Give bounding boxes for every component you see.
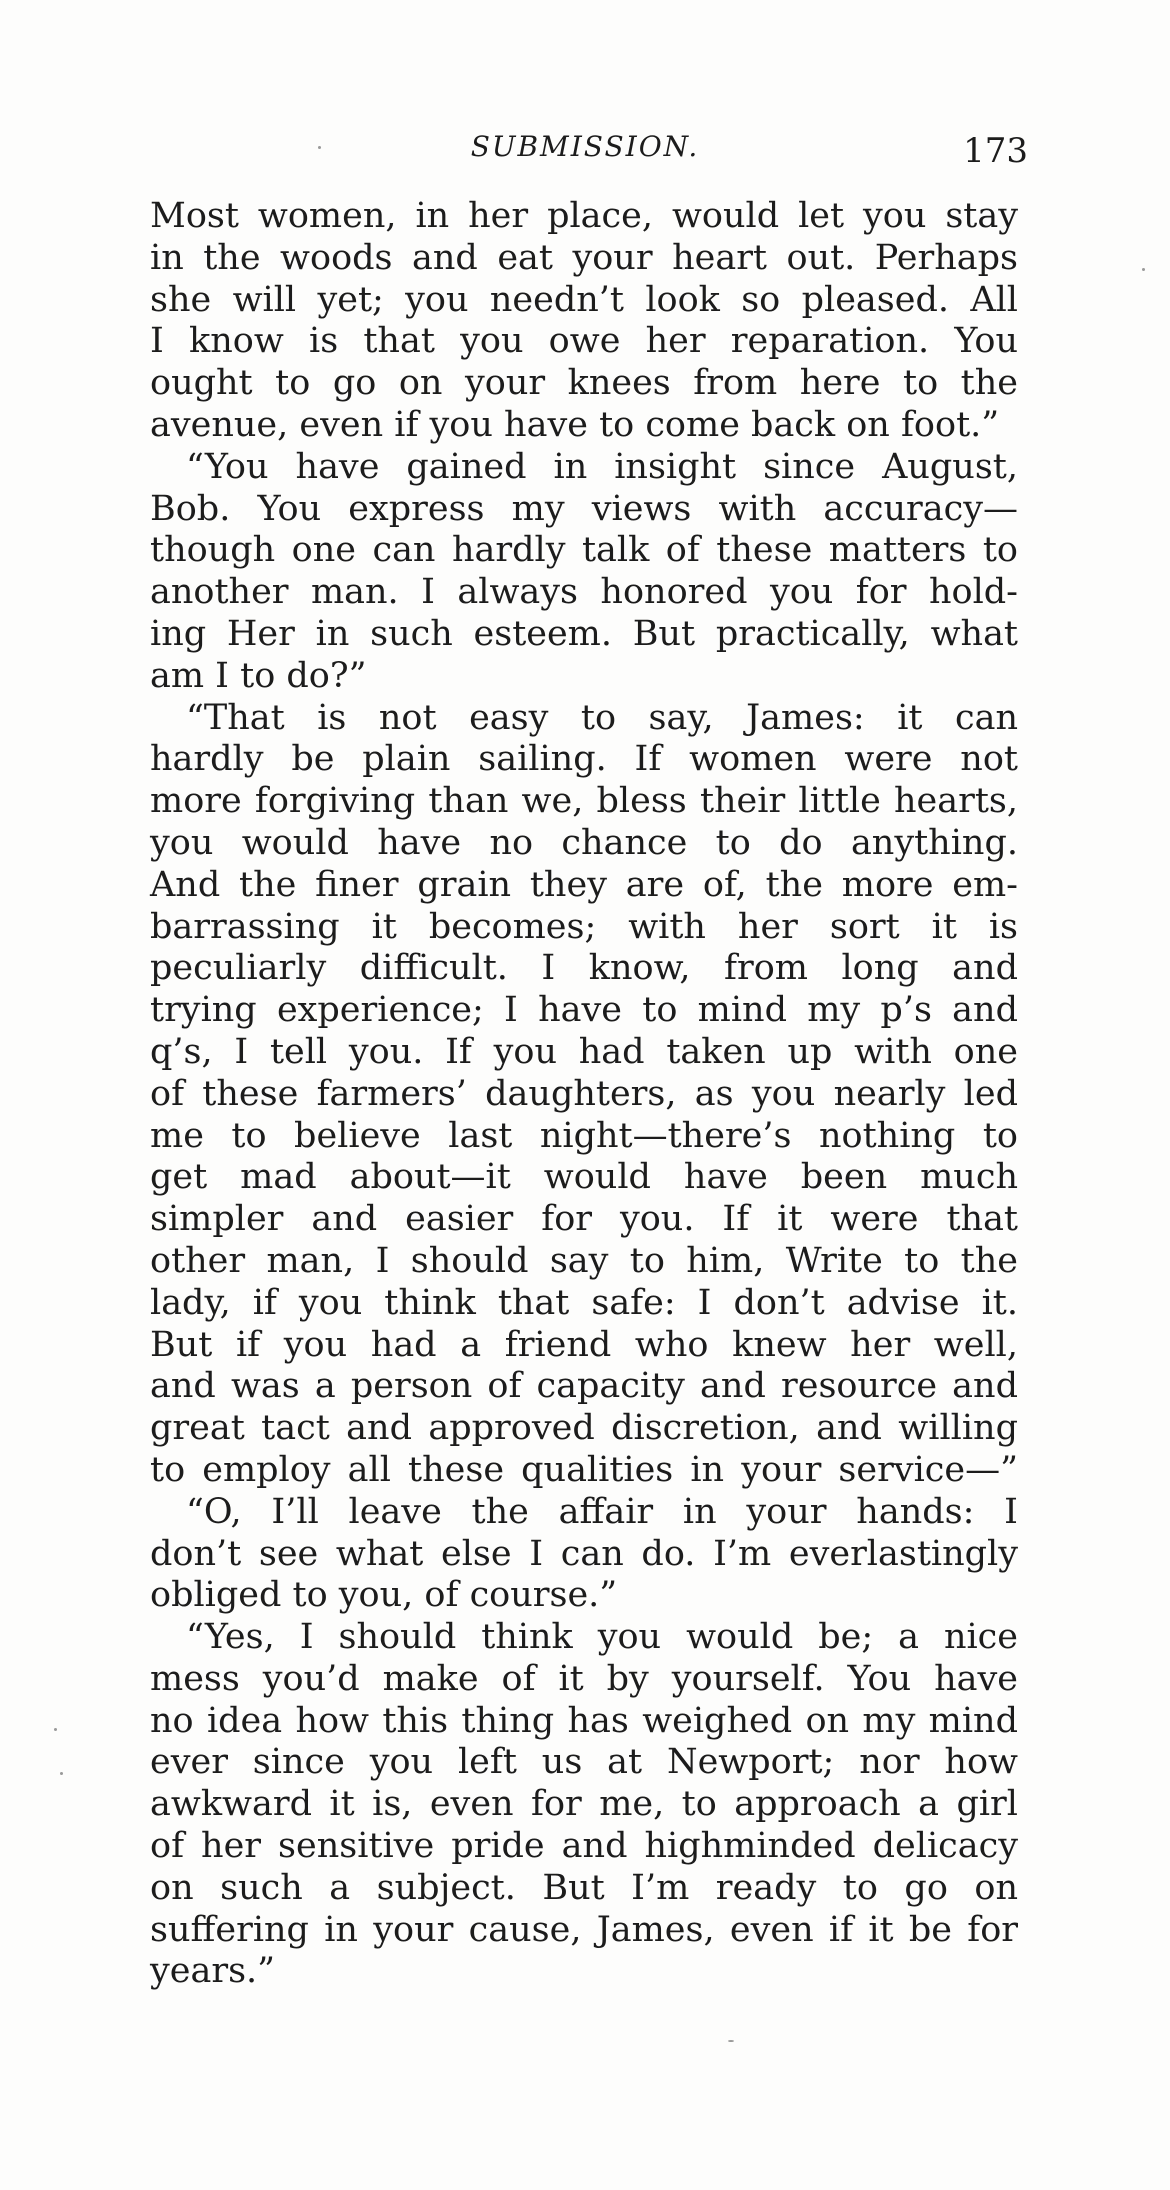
text-line: simpler and easier for you. If it were that	[150, 1199, 1018, 1240]
text-line: and was a person of capacity and resource and	[150, 1366, 1018, 1407]
text-line: But if you had a friend who knew her well,	[150, 1324, 1018, 1365]
running-head	[150, 122, 1028, 172]
text-line: Most women, in her place, would let you stay	[150, 196, 1018, 236]
text-line: mess you’d make of it by yourself. You have	[150, 1658, 1018, 1699]
text-line: other man, I should say to him, Write to the	[150, 1240, 1018, 1281]
text-line: barrassing it becomes; with her sort it is	[150, 906, 1018, 947]
text-line: trying experience; I have to mind my p’s and	[150, 990, 1018, 1031]
paper-speck	[60, 1772, 63, 1775]
text-line: suffering in your cause, James, even if it be for	[150, 1909, 1018, 1950]
text-line: great tact and approved discretion, and willing	[150, 1408, 1018, 1449]
text-line: ought to go on your knees from here to the	[150, 363, 1018, 404]
text-line: “You have gained in insight since August,	[186, 446, 1018, 487]
text-line: no idea how this thing has weighed on my mind	[150, 1700, 1018, 1741]
text-line: of these farmers’ daughters, as you nearly led	[150, 1073, 1018, 1114]
text-line: you would have no chance to do anything.	[150, 822, 1018, 863]
text-line: me to believe last night—there’s nothing to	[150, 1115, 1018, 1156]
page-number: 173	[963, 131, 1028, 171]
paper-speck	[728, 2040, 734, 2042]
text-line: in the woods and eat your heart out. Perhaps	[150, 237, 1018, 278]
text-line: I know is that you owe her reparation. You	[150, 321, 1018, 362]
text-line: “Yes, I should think you would be; a nice	[186, 1617, 1018, 1658]
paper-speck	[54, 1728, 57, 1731]
text-line: Bob. You express my views with accuracy—	[150, 488, 1018, 529]
text-line: another man. I always honored you for hold-	[150, 572, 1018, 613]
text-line: years.”	[150, 1951, 276, 1992]
text-line: “That is not easy to say, James: it can	[186, 697, 1018, 738]
text-line: of her sensitive pride and highminded delicacy	[150, 1826, 1018, 1867]
chapter-title: SUBMISSION.	[470, 130, 700, 163]
text-line: awkward it is, even for me, to approach a girl	[150, 1784, 1018, 1825]
text-line: And the finer grain they are of, the more em-	[150, 864, 1018, 905]
text-line: get mad about—it would have been much	[150, 1157, 1018, 1198]
body-text	[150, 196, 1018, 1993]
text-line: on such a subject. But I’m ready to go on	[150, 1867, 1018, 1908]
text-line: “O, I’ll leave the affair in your hands: I	[186, 1491, 1018, 1532]
text-line: obliged to you, of course.”	[150, 1575, 618, 1616]
paper-speck	[318, 146, 321, 149]
text-line: she will yet; you needn’t look so pleased. All	[150, 279, 1018, 320]
text-line: don’t see what else I can do. I’m everlastingly	[150, 1533, 1018, 1574]
text-line: avenue, even if you have to come back on foot.”	[150, 404, 1000, 445]
text-line: to employ all these qualities in your service—”	[150, 1449, 1018, 1490]
text-line: am I to do?”	[150, 655, 367, 696]
text-line: ever since you left us at Newport; nor how	[150, 1742, 1018, 1783]
text-line: though one can hardly talk of these matters to	[150, 530, 1018, 571]
text-line: lady, if you think that safe: I don’t advise it.	[150, 1282, 1018, 1323]
text-line: ing Her in such esteem. But practically, what	[150, 613, 1018, 654]
text-line: peculiarly difficult. I know, from long and	[150, 948, 1018, 989]
text-line: hardly be plain sailing. If women were not	[150, 739, 1018, 780]
paper-speck	[1142, 268, 1145, 271]
text-line: q’s, I tell you. If you had taken up with one	[150, 1031, 1018, 1072]
text-line: more forgiving than we, bless their little hearts,	[150, 781, 1018, 822]
